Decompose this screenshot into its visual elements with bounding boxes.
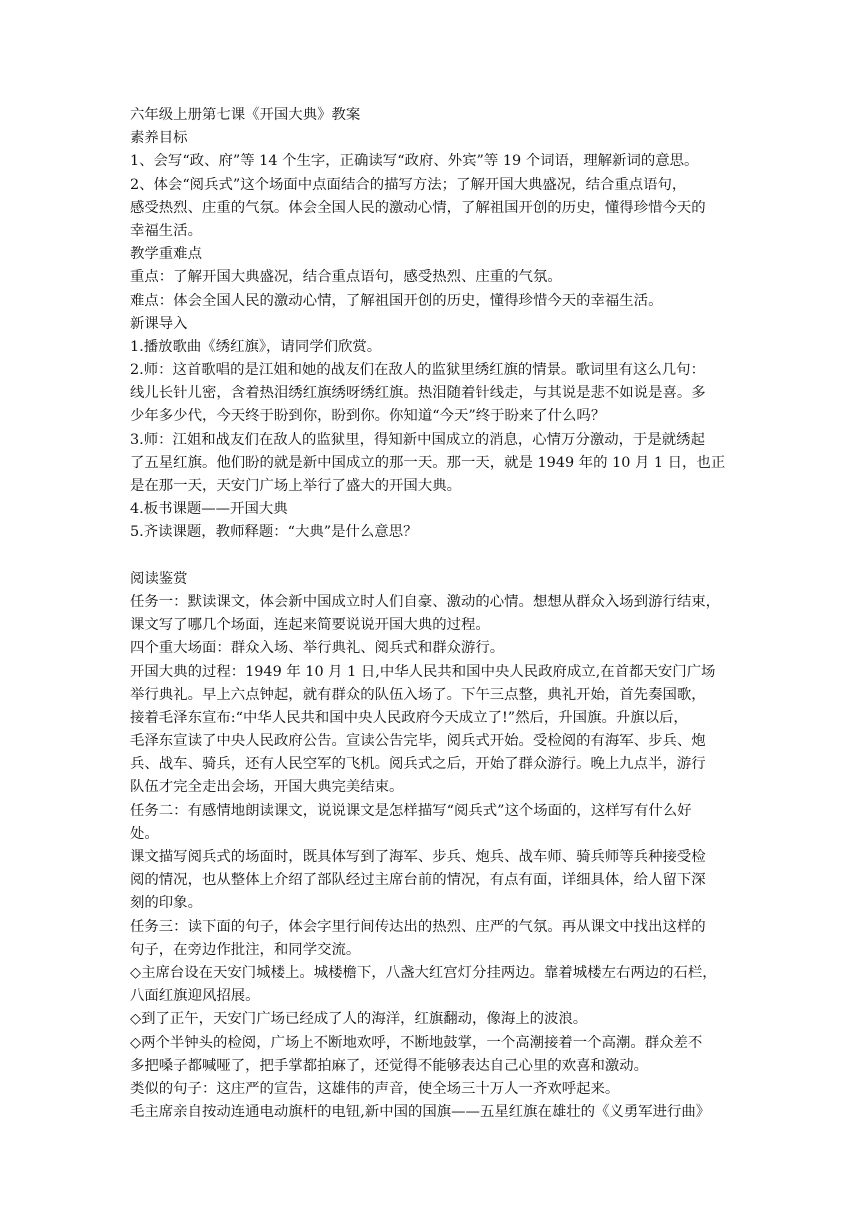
text-line: 线儿长针儿密，含着热泪绣红旗绣呀绣红旗。热泪随着针线走，与其说是悲不如说是喜。多 [130,385,706,402]
text-line: 教学重难点 [130,246,202,263]
text-line: ◇两个半钟头的检阅，广场上不断地欢呼，不断地鼓掌，一个高潮接着一个高潮。群众差不 [130,1034,703,1051]
text-line: 3.师：江姐和战友们在敌人的监狱里，得知新中国成立的消息，心情万分激动，于是就绣起 [130,431,705,448]
text-line: 六年级上册第七课《开国大典》教案 [130,107,361,123]
text-line: ◇到了正午，天安门广场已经成了人的海洋，红旗翻动，像海上的波浪。 [130,1011,588,1028]
text-line: 1.播放歌曲《绣红旗》，请同学们欣赏。 [130,338,382,355]
document-body [130,104,738,1124]
text-line: 是在那一天，天安门广场上举行了盛大的开国大典。 [130,478,461,494]
text-line: 课文描写阅兵式的场面时，既具体写到了海军、步兵、炮兵、战车师、骑兵师等兵种接受检 [130,849,706,865]
text-line: 课文写了哪几个场面，连起来简要说说开国大典的过程。 [130,617,490,634]
text-line: 四个重大场面：群众入场、举行典礼、阅兵式和群众游行。 [130,640,505,657]
text-line: 5.齐读课题，教师释题：“大典”是什么意思？ [130,524,418,541]
text-line: 阅的情况，也从整体上介绍了部队经过主席台前的情况，有点有面，详细具体，给人留下深 [130,872,706,889]
text-line: 毛泽东宣读了中央人民政府公告。宣读公告完毕，阅兵式开始。受检阅的有海军、步兵、炮 [130,733,706,750]
text-line: 任务一：默读课文，体会新中国成立时人们自豪、激动的心情。想想从群众入场到游行结束， [130,593,721,610]
text-line: 幸福生活。 [130,222,202,239]
text-line: 了五星红旗。他们盼的就是新中国成立的那一天。那一天，就是 1949 年的 10 月 1 日，也正 [130,454,726,471]
text-line: 处。 [130,825,159,842]
text-line: 队伍才完全走出会场，开国大典完美结束。 [130,779,404,796]
text-line: ◇主席台设在天安门城楼上。城楼檐下，八盏大红宫灯分挂两边。靠着城楼左右两边的石栏， [130,964,717,981]
text-line: 2.师：这首歌唱的是江姐和她的战友们在敌人的监狱里绣红旗的情景。歌词里有这么几句： [130,362,705,379]
text-line: 刻的印象。 [130,895,202,912]
text-line: 任务二：有感情地朗读课文，说说课文是怎样描写“阅兵式”这个场面的，这样写有什么好 [130,802,692,819]
text-line: 1、会写“政、府”等 14 个生字，正确读写“政府、外宾”等 19 个词语，理解新词的意思。 [130,153,699,170]
text-line: 句子，在旁边作批注，和同学交流。 [130,941,361,958]
text-line: 难点：体会全国人民的激动心情，了解祖国开创的历史，懂得珍惜今天的幸福生活。 [130,292,663,309]
text-line: 举行典礼。早上六点钟起，就有群众的队伍入场了。下午三点整，典礼开始，首先奏国歌， [130,686,706,703]
text-line: 感受热烈、庄重的气氛。体会全国人民的激动心情，了解祖国开创的历史，懂得珍惜今天的 [130,199,706,216]
blank-line [130,545,738,568]
text-line: 新课导入 [130,315,188,332]
text-line: 八面红旗迎风招展。 [130,988,260,1005]
text-line: 接着毛泽东宣布:“中华人民共和国中央人民政府今天成立了!”然后，升国旗。升旗以后， [130,709,688,726]
text-line: 4.板书课题——开国大典 [130,501,288,518]
text-line: 2、体会“阅兵式”这个场面中点面结合的描写方法；了解开国大典盛况，结合重点语句， [130,176,687,193]
text-line: 阅读鉴赏 [130,570,188,587]
text-line: 少年多少代，今天终于盼到你，盼到你。你知道“今天”终于盼来了什么吗？ [130,408,606,425]
text-line: 兵、战车、骑兵，还有人民空军的飞机。阅兵式之后，开始了群众游行。晚上九点半，游行 [130,756,706,773]
text-line: 多把嗓子都喊哑了，把手掌都拍麻了，还觉得不能够表达自己心里的欢喜和激动。 [130,1057,649,1074]
text-line: 类似的句子：这庄严的宣告，这雄伟的声音，使全场三十万人一齐欢呼起来。 [130,1080,620,1097]
text-line: 任务三：读下面的句子，体会字里行间传达出的热烈、庄严的气氛。再从课文中找出这样的 [130,918,706,935]
text-line: 素养目标 [130,130,188,147]
text-line: 重点：了解开国大典盛况，结合重点语句，感受热烈、庄重的气氛。 [130,269,562,286]
text-line: 开国大典的过程：1949 年 10 月 1 日,中华人民共和国中央人民政府成立,在首都天安门广场 [130,663,716,680]
text-line: 毛主席亲自按动连通电动旗杆的电钮,新中国的国旗——五星红旗在雄壮的《义勇军进行曲》 [130,1104,711,1121]
